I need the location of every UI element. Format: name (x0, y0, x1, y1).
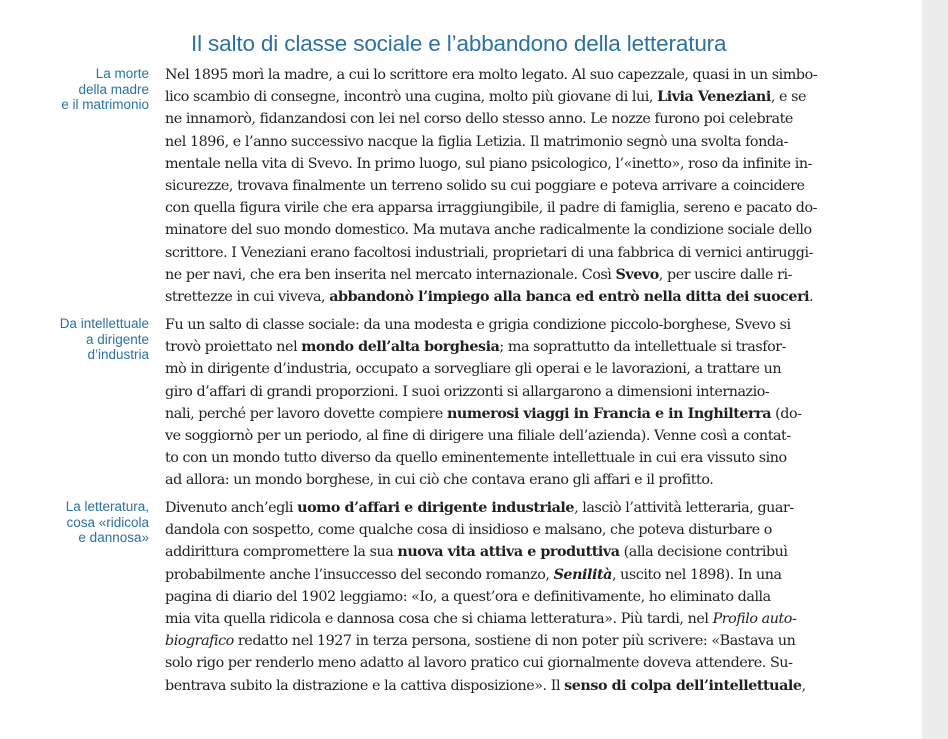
text-line (165, 630, 855, 652)
italic-text: Profilo auto- (712, 611, 797, 628)
margin-note-line: La morte (95, 66, 149, 81)
text-run: con quella figura virile che era apparsa irraggiungibile, il padre di famiglia, sereno e pacato do- (165, 200, 818, 217)
text-run: addirittura compromettere la sua (165, 544, 398, 561)
text-run: Fu un salto di classe sociale: da una modesta e grigia condizione piccolo-borghese, Svevo si (165, 317, 791, 333)
margin-note-line: Da intellettuale (59, 316, 149, 331)
bold-text: Senilità (553, 566, 612, 583)
text-line (165, 336, 855, 358)
text-line (165, 652, 855, 674)
page-title: Il salto di classe sociale e l’abbandono della letteratura (191, 31, 727, 56)
bold-text: numerosi viaggi in Francia e in Inghilterra (446, 405, 772, 422)
text-run: nali, perché per lavoro dovette compiere (165, 405, 447, 422)
text-line (165, 358, 855, 380)
margin-note (0, 499, 149, 546)
text-line (165, 541, 855, 563)
text-run: (alla decisione contribuì (619, 544, 788, 561)
text-run: ve soggiornò per un periodo, al fine di dirigere una filiale dell’azienda). Venne così a contat- (165, 428, 791, 445)
margin-note-line: d’industria (87, 347, 149, 362)
text-run: probabilmente anche l’insuccesso del secondo romanzo, (165, 566, 554, 583)
text-run: giro d’affari di grandi proporzioni. I suoi orizzonti si allargarono a dimensioni internazio- (165, 383, 770, 400)
text-run: . (809, 289, 814, 306)
text-line (165, 242, 855, 264)
text-run: ; ma soprattutto da intellettuale si trasfor- (499, 339, 786, 356)
text-run: mia vita quella ridicola e dannosa cosa che si chiama letteratura». Più tardi, nel (165, 611, 713, 628)
text-line (165, 197, 855, 219)
body-paragraph (165, 314, 855, 492)
text-line (165, 403, 855, 425)
text-run: , lasciò l’attività letteraria, guar- (574, 500, 794, 516)
text-run: mentale nella vita di Svevo. In primo luogo, sul piano psicologico, l’«inetto», roso da infinite in- (165, 155, 812, 172)
text-run: strettezze in cui viveva, (165, 289, 330, 306)
text-run: minatore del suo mondo domestico. Ma mutava anche radicalmente la condizione sociale dello (165, 222, 812, 239)
text-line (165, 175, 855, 197)
bold-text: Svevo (615, 266, 659, 283)
text-run: dandola con sospetto, come qualche cosa di insidioso e malsano, che poteva disturbare o (165, 522, 772, 539)
text-run: Divenuto anch’egli (165, 500, 298, 516)
text-run: ne innamorò, fidanzandosi con lei nel corso dello stesso anno. Le nozze furono poi celebrate (165, 111, 793, 128)
text-line (165, 564, 855, 586)
margin-note-line: della madre (78, 81, 149, 97)
text-run: ne per navi, che era ben inserita nel mercato internazionale. Così (165, 266, 616, 283)
text-run: mò in dirigente d’industria, occupato a sorvegliare gli operai e le lavorazioni, a trattare un (165, 361, 782, 378)
text-run: , uscito nel 1898). In una (611, 566, 782, 583)
text-line (165, 586, 855, 608)
page-edge-strip (922, 0, 948, 739)
bold-text: nuova vita attiva e produttiva (397, 544, 620, 561)
text-run: redatto nel 1927 in terza persona, sostiene di non poter più scrivere: «Bastava un (233, 633, 796, 650)
text-run: (do- (771, 405, 802, 422)
text-line (165, 425, 855, 447)
margin-note (0, 316, 149, 363)
text-line (165, 219, 855, 241)
text-run: solo rigo per renderlo meno adatto al lavoro pratico cui giornalmente doveva attendere. Su- (165, 655, 793, 672)
text-run: to con un mondo tutto diverso da quello eminentemente intellettuale in cui era vissuto sino (165, 450, 787, 467)
text-run: trovò proiettato nel (165, 339, 302, 356)
margin-note-line: La letteratura, (65, 499, 149, 514)
text-line (165, 497, 855, 519)
bold-text: Livia Veneziani (657, 89, 771, 106)
text-line (165, 153, 855, 175)
text-line (165, 675, 855, 697)
bold-text: mondo dell’alta borghesia (301, 339, 500, 356)
text-line (165, 286, 855, 308)
margin-note-line: e dannosa» (78, 530, 149, 545)
text-run: sicurezze, trovava finalmente un terreno solido su cui poggiare e poteva arrivare a coincidere (165, 178, 805, 195)
text-run: lico scambio di consegne, incontrò una cugina, molto più giovane di lui, (165, 89, 658, 106)
text-run: bentrava subito la distrazione e la cattiva disposizione». Il (165, 677, 565, 694)
text-run: , e se (770, 89, 807, 106)
text-line (165, 608, 855, 630)
bold-text: uomo d’affari e dirigente industriale (297, 500, 575, 516)
text-run: ad allora: un mondo borghese, in cui ciò che contava erano gli affari e il profitto. (165, 472, 714, 489)
text-line (165, 469, 855, 491)
margin-note-line: a dirigente (85, 331, 149, 347)
text-run: Nel 1895 morì la madre, a cui lo scrittore era molto legato. Al suo capezzale, quasi in un simbo- (165, 67, 818, 83)
bold-text: senso di colpa dell’intellettuale (564, 677, 802, 694)
text-line (165, 519, 855, 541)
margin-note-line: cosa «ridicola (66, 514, 149, 530)
text-line (165, 381, 855, 403)
text-line (165, 314, 855, 336)
text-line (165, 447, 855, 469)
bold-text: abbandonò l’impiego alla banca ed entrò nella ditta dei suoceri (329, 289, 810, 306)
text-run: pagina di diario del 1902 leggiamo: «Io, a quest’ora e definitivamente, ho eliminato dalla (165, 588, 771, 605)
body-paragraph (165, 64, 855, 308)
text-line (165, 86, 855, 108)
italic-text: biografico (165, 633, 234, 650)
text-run: , (801, 677, 806, 694)
text-line (165, 131, 855, 153)
margin-note-line: e il matrimonio (61, 97, 149, 112)
text-line (165, 264, 855, 286)
margin-note (0, 66, 149, 113)
text-line (165, 64, 855, 86)
body-paragraph (165, 497, 855, 697)
text-run: scrittore. I Veneziani erano facoltosi industriali, proprietari di una fabbrica di vernici antiruggi- (165, 244, 813, 261)
text-run: nel 1896, e l’anno successivo nacque la figlia Letizia. Il matrimonio segnò una svolta fonda- (165, 133, 788, 150)
text-run: , per uscire dalle ri- (658, 266, 793, 283)
text-line (165, 108, 855, 130)
